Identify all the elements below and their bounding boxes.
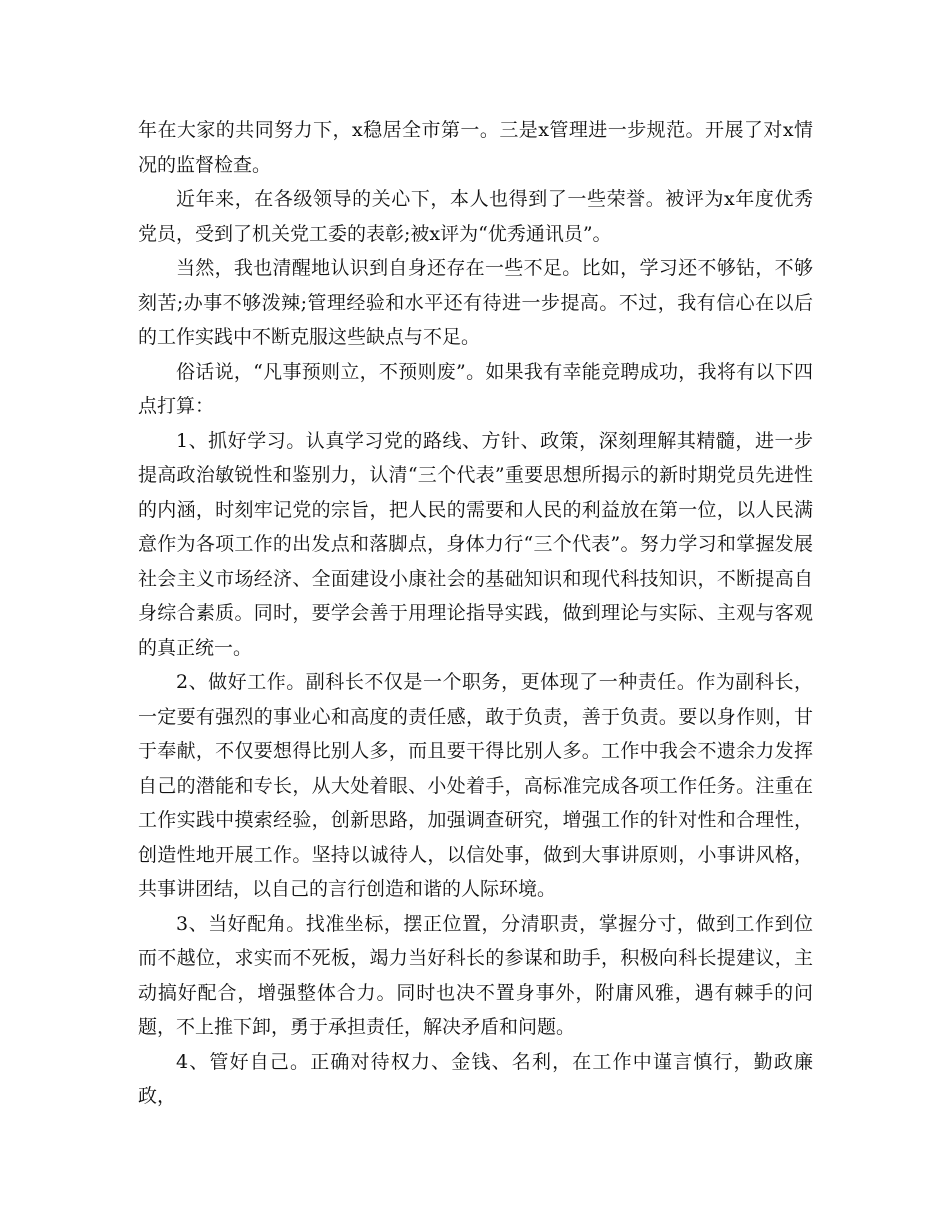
paragraph-plan-work: 2、做好工作。副科长不仅是一个职务，更体现了一种责任。作为副科长，一定要有强烈的事业心和高度的责任感，敢于负责，善于负责。要以身作则，甘于奉献，不仅要想得比别人多，而且要干得比别人多。工作中我会不遗余力发挥自己的潜能和专长，从大处着眼、小处着手，高标准完成各项工作任务。注重在工作实践中摸索经验，创新思路，加强调查研究，增强工作的针对性和合理性，创造性地开展工作。坚持以诚待人，以信处事，做到大事讲原则，小事讲风格，共事讲团结，以自己的言行创造和谐的人际环境。 [138, 671, 813, 900]
paragraph-plan-self: 4、管好自己。正确对待权力、金钱、名利，在工作中谨言慎行，勤政廉政， [138, 1050, 813, 1107]
paragraph-continuation: 年在大家的共同努力下，x稳居全市第一。三是x管理进一步规范。开展了对x情况的监督检查。 [138, 119, 813, 176]
paragraph-plans-intro: 俗话说，“凡事预则立，不预则废”。如果我有幸能竞聘成功，我将有以下四点打算： [138, 360, 813, 417]
paragraph-shortcomings: 当然，我也清醒地认识到自身还存在一些不足。比如，学习还不够钻，不够刻苦;办事不够泼辣;管理经验和水平还有待进一步提高。不过，我有信心在以后的工作实践中不断克服这些缺点与不足。 [138, 257, 813, 348]
paragraph-plan-study: 1、抓好学习。认真学习党的路线、方针、政策，深刻理解其精髓，进一步提高政治敏锐性和鉴别力，认清“三个代表”重要思想所揭示的新时期党员先进性的内涵，时刻牢记党的宗旨，把人民的需要和人民的利益放在第一位，以人民满意作为各项工作的出发点和落脚点，身体力行“三个代表”。努力学习和掌握发展社会主义市场经济、全面建设小康社会的基础知识和现代科技知识，不断提高自身综合素质。同时，要学会善于用理论指导实践，做到理论与实际、主观与客观的真正统一。 [138, 429, 813, 659]
paragraph-honors: 近年来，在各级领导的关心下，本人也得到了一些荣誉。被评为x年度优秀党员，受到了机关党工委的表彰;被x评为“优秀通讯员”。 [138, 188, 813, 245]
paragraph-plan-support: 3、当好配角。找准坐标，摆正位置，分清职责，掌握分寸，做到工作到位而不越位，求实而不死板，竭力当好科长的参谋和助手，积极向科长提建议，主动搞好配合，增强整体合力。同时也决不置身事外，附庸风雅，遇有棘手的问题，不上推下卸，勇于承担责任，解决矛盾和问题。 [138, 912, 813, 1038]
document-body [138, 113, 813, 1114]
